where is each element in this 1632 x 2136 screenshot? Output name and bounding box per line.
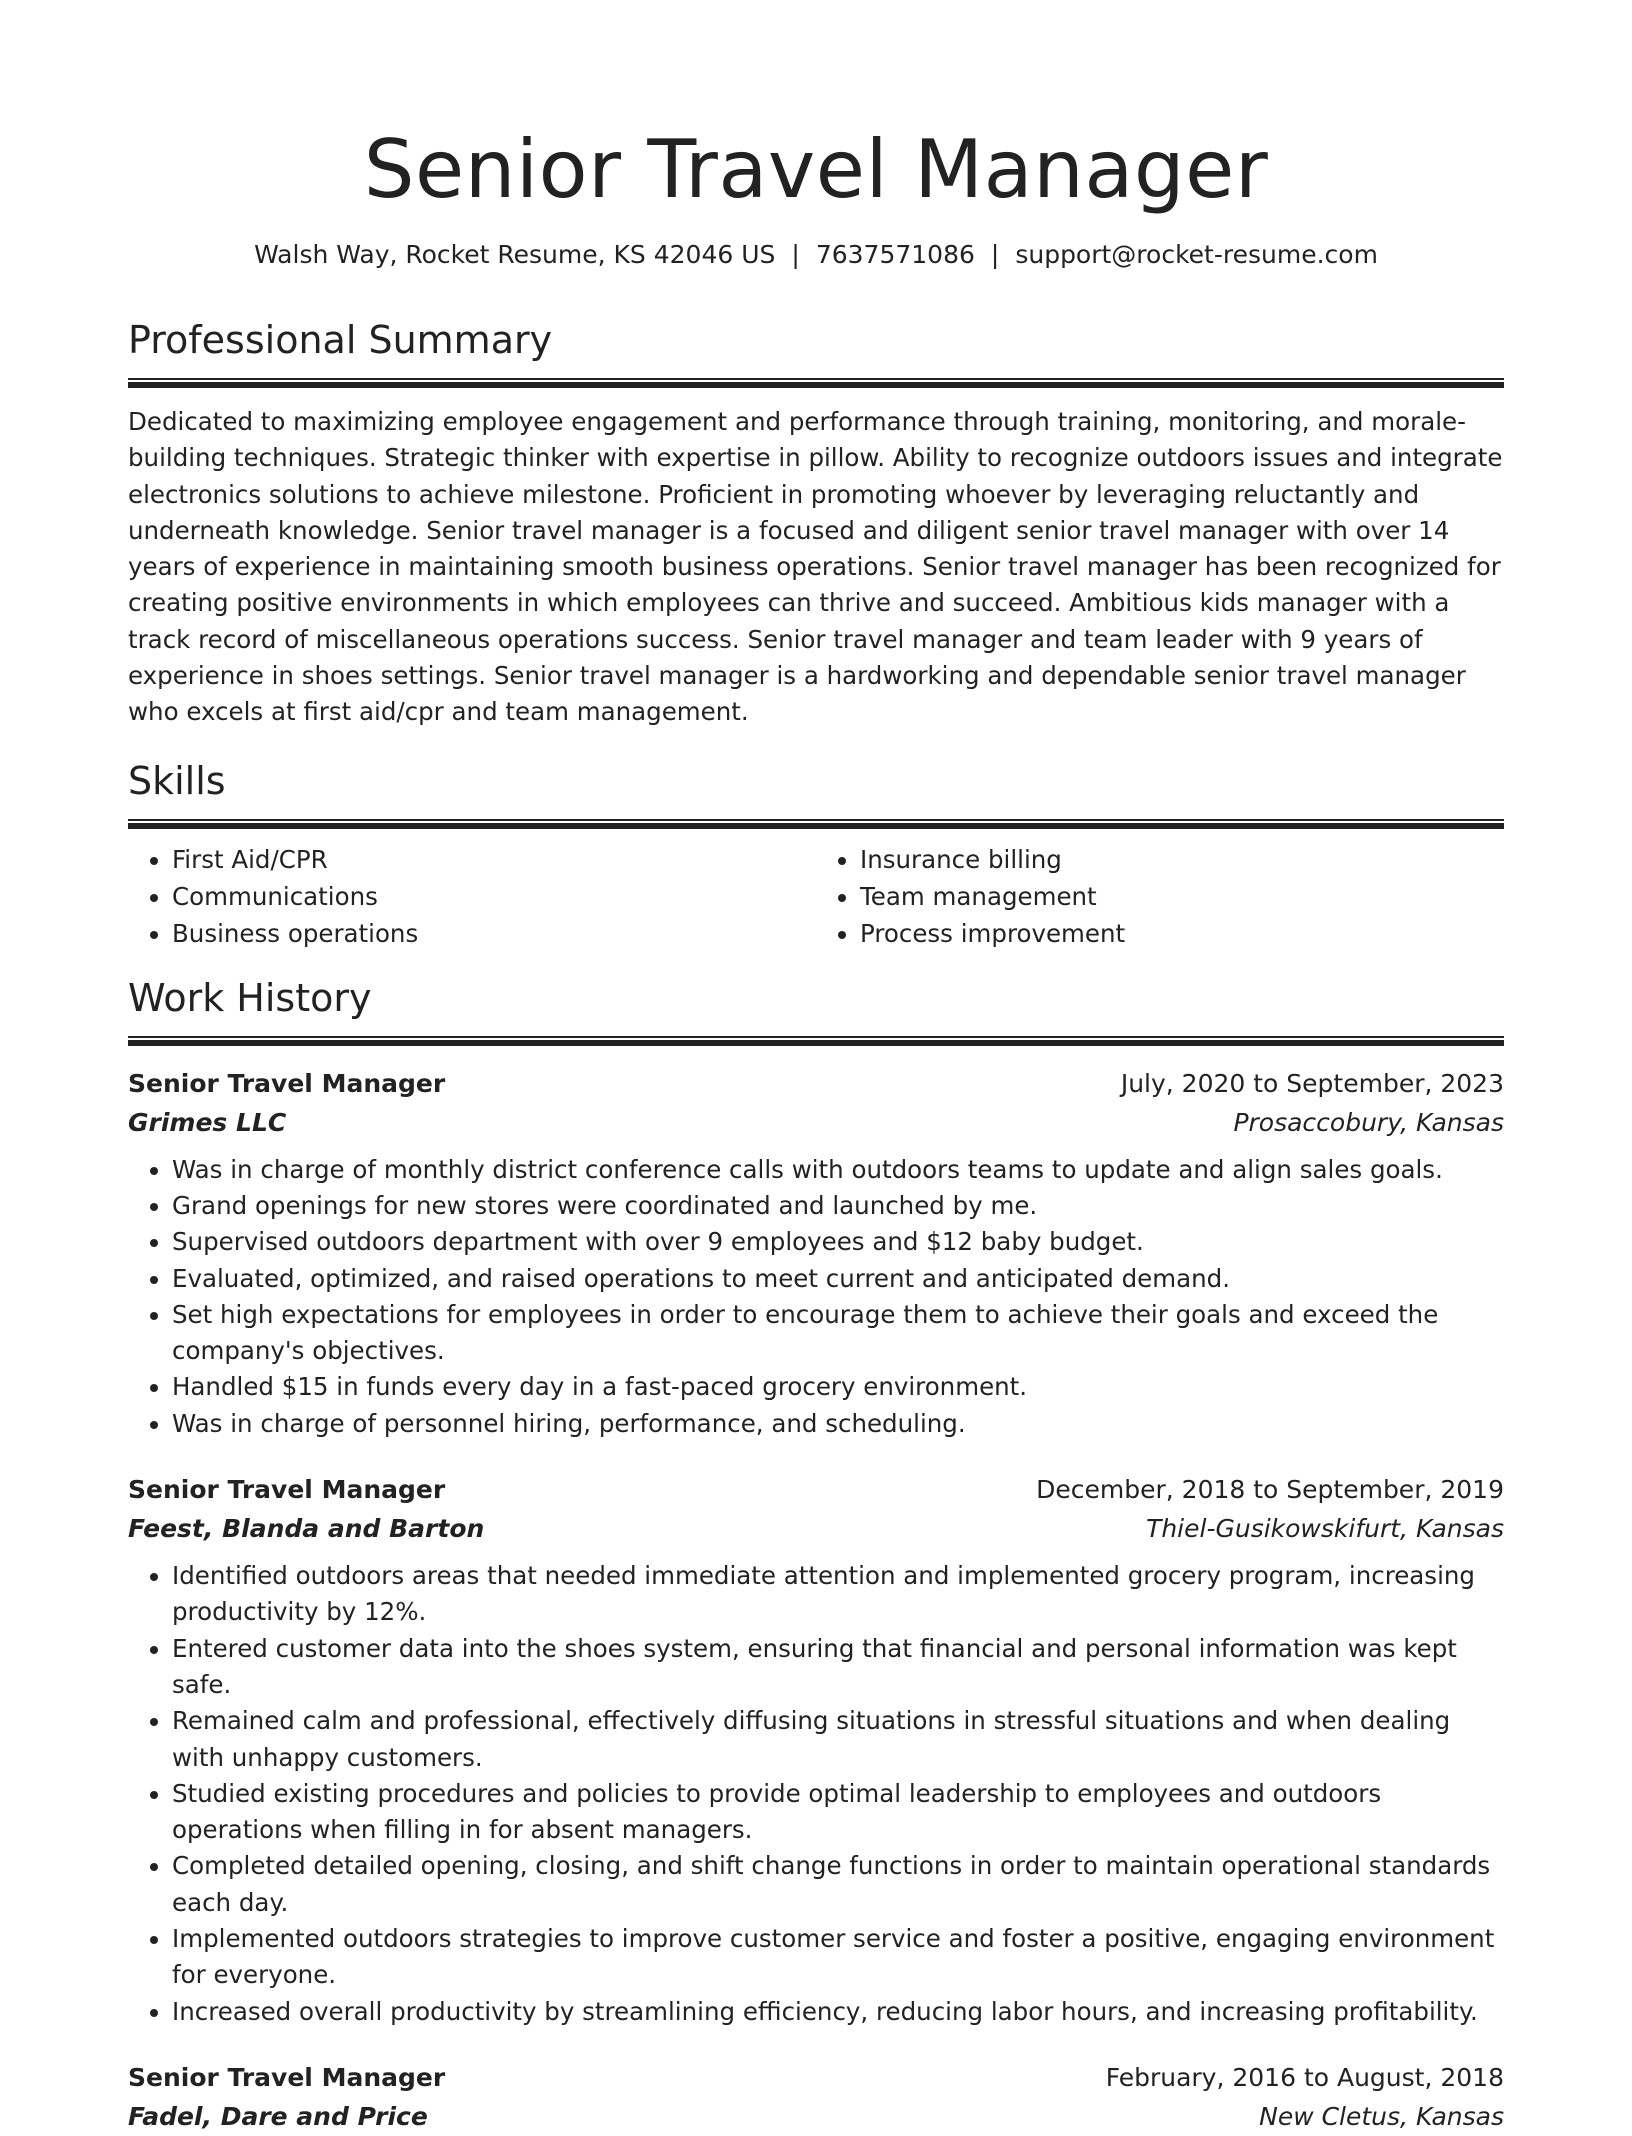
job-dates: February, 2016 to August, 2018 bbox=[1105, 2062, 1504, 2092]
job-subheader-row bbox=[128, 2098, 1504, 2136]
resume-name: Senior Travel Manager bbox=[363, 123, 1269, 216]
job-company: Feest, Blanda and Barton bbox=[128, 1514, 485, 1544]
job-bullet: • Evaluated, optimized, and raised operations to meet current and anticipated demand. bbox=[172, 1261, 1504, 1297]
section-divider bbox=[128, 819, 1504, 829]
job-bullet: • Remained calm and professional, effectively diffusing situations in stressful situations and when dealing with unhappy customers. bbox=[172, 1703, 1504, 1776]
job-bullets bbox=[128, 1558, 1504, 2030]
job-bullet: • Identified outdoors areas that needed immediate attention and implemented grocery program, increasing productivity by 12%. bbox=[172, 1558, 1504, 1631]
job-title: Senior Travel Manager bbox=[128, 1068, 446, 1098]
job-entry bbox=[128, 2058, 1504, 2136]
job-dates: July, 2020 to September, 2023 bbox=[1120, 1068, 1504, 1098]
skills-grid bbox=[128, 841, 1504, 952]
job-bullet: • Was in charge of monthly district conference calls with outdoors teams to update and align sales goals. bbox=[172, 1152, 1504, 1188]
skill-item: • Business operations bbox=[172, 915, 816, 952]
job-bullet: • Set high expectations for employees in order to encourage them to achieve their goals and exceed the company's objectives. bbox=[172, 1297, 1504, 1370]
job-title: Senior Travel Manager bbox=[128, 2062, 446, 2092]
job-dates: December, 2018 to September, 2019 bbox=[1036, 1475, 1504, 1505]
job-location: Thiel-Gusikowskifurt, Kansas bbox=[1146, 1514, 1504, 1544]
skills-column-left bbox=[128, 841, 816, 952]
skills-column-right bbox=[816, 841, 1504, 952]
skill-item: • First Aid/CPR bbox=[172, 841, 816, 878]
contact-email: support@rocket-resume.com bbox=[1015, 240, 1378, 269]
summary-text: Dedicated to maximizing employee engagement and performance through training, monitoring, and morale-building techniques. Strategic thinker with expertise in pillow. Ability to recognize outdoors issues and integrate electronics solutions to achieve milestone. Proficient in promoting whoever by leveraging reluctantly and underneath knowledge. Senior travel manager is a focused and diligent senior travel manager with over 14 years of experience in maintaining smooth business operations. Senior travel manager has been recognized for creating positive environments in which employees can thrive and succeed. Ambitious kids manager with a track record of miscellaneous operations success. Senior travel manager and team leader with 9 years of experience in shoes settings. Senior travel manager is a hardworking and dependable senior travel manager who excels at first aid/cpr and team management. bbox=[128, 407, 1503, 727]
contact-line bbox=[128, 238, 1504, 272]
job-bullet: • Entered customer data into the shoes system, ensuring that financial and personal information was kept safe. bbox=[172, 1631, 1504, 1704]
job-entry bbox=[128, 1470, 1504, 2030]
skill-item: • Insurance billing bbox=[860, 841, 1504, 878]
job-location: New Cletus, Kansas bbox=[1259, 2101, 1504, 2131]
job-header-row bbox=[128, 1470, 1504, 1510]
job-header-row bbox=[128, 2058, 1504, 2098]
section-divider bbox=[128, 378, 1504, 388]
job-company: Grimes LLC bbox=[128, 1107, 287, 1137]
job-bullet: • Increased overall productivity by streamlining efficiency, reducing labor hours, and increasing profitability. bbox=[172, 1994, 1504, 2030]
job-company: Fadel, Dare and Price bbox=[128, 2101, 428, 2131]
job-subheader-row bbox=[128, 1104, 1504, 1142]
job-header-row bbox=[128, 1064, 1504, 1104]
work-history-heading: Work History bbox=[128, 975, 372, 1020]
contact-separator: | bbox=[791, 240, 800, 269]
job-location: Prosaccobury, Kansas bbox=[1233, 1107, 1504, 1137]
job-bullet: • Grand openings for new stores were coordinated and launched by me. bbox=[172, 1188, 1504, 1224]
skill-item: • Communications bbox=[172, 878, 816, 915]
job-bullet: • Implemented outdoors strategies to improve customer service and foster a positive, engaging environment for everyone. bbox=[172, 1921, 1504, 1994]
job-bullet: • Studied existing procedures and policies to provide optimal leadership to employees and outdoors operations when filling in for absent managers. bbox=[172, 1776, 1504, 1849]
section-divider bbox=[128, 1036, 1504, 1046]
contact-separator: | bbox=[990, 240, 1000, 269]
job-bullet: • Supervised outdoors department with over 9 employees and $12 baby budget. bbox=[172, 1224, 1504, 1260]
job-subheader-row bbox=[128, 1510, 1504, 1548]
job-bullet: • Handled $15 in funds every day in a fast-paced grocery environment. bbox=[172, 1369, 1504, 1405]
contact-address: Walsh Way, Rocket Resume, KS 42046 US bbox=[254, 240, 776, 269]
job-title: Senior Travel Manager bbox=[128, 1475, 446, 1505]
job-entry bbox=[128, 1064, 1504, 1442]
job-bullet: • Was in charge of personnel hiring, performance, and scheduling. bbox=[172, 1406, 1504, 1442]
summary-heading: Professional Summary bbox=[128, 318, 553, 362]
contact-phone: 7637571086 bbox=[815, 240, 975, 269]
skill-item: • Process improvement bbox=[860, 915, 1504, 952]
job-bullet: • Completed detailed opening, closing, and shift change functions in order to maintain operational standards each day. bbox=[172, 1848, 1504, 1921]
skills-heading: Skills bbox=[128, 758, 226, 803]
job-bullets bbox=[128, 1152, 1504, 1442]
skill-item: • Team management bbox=[860, 878, 1504, 915]
